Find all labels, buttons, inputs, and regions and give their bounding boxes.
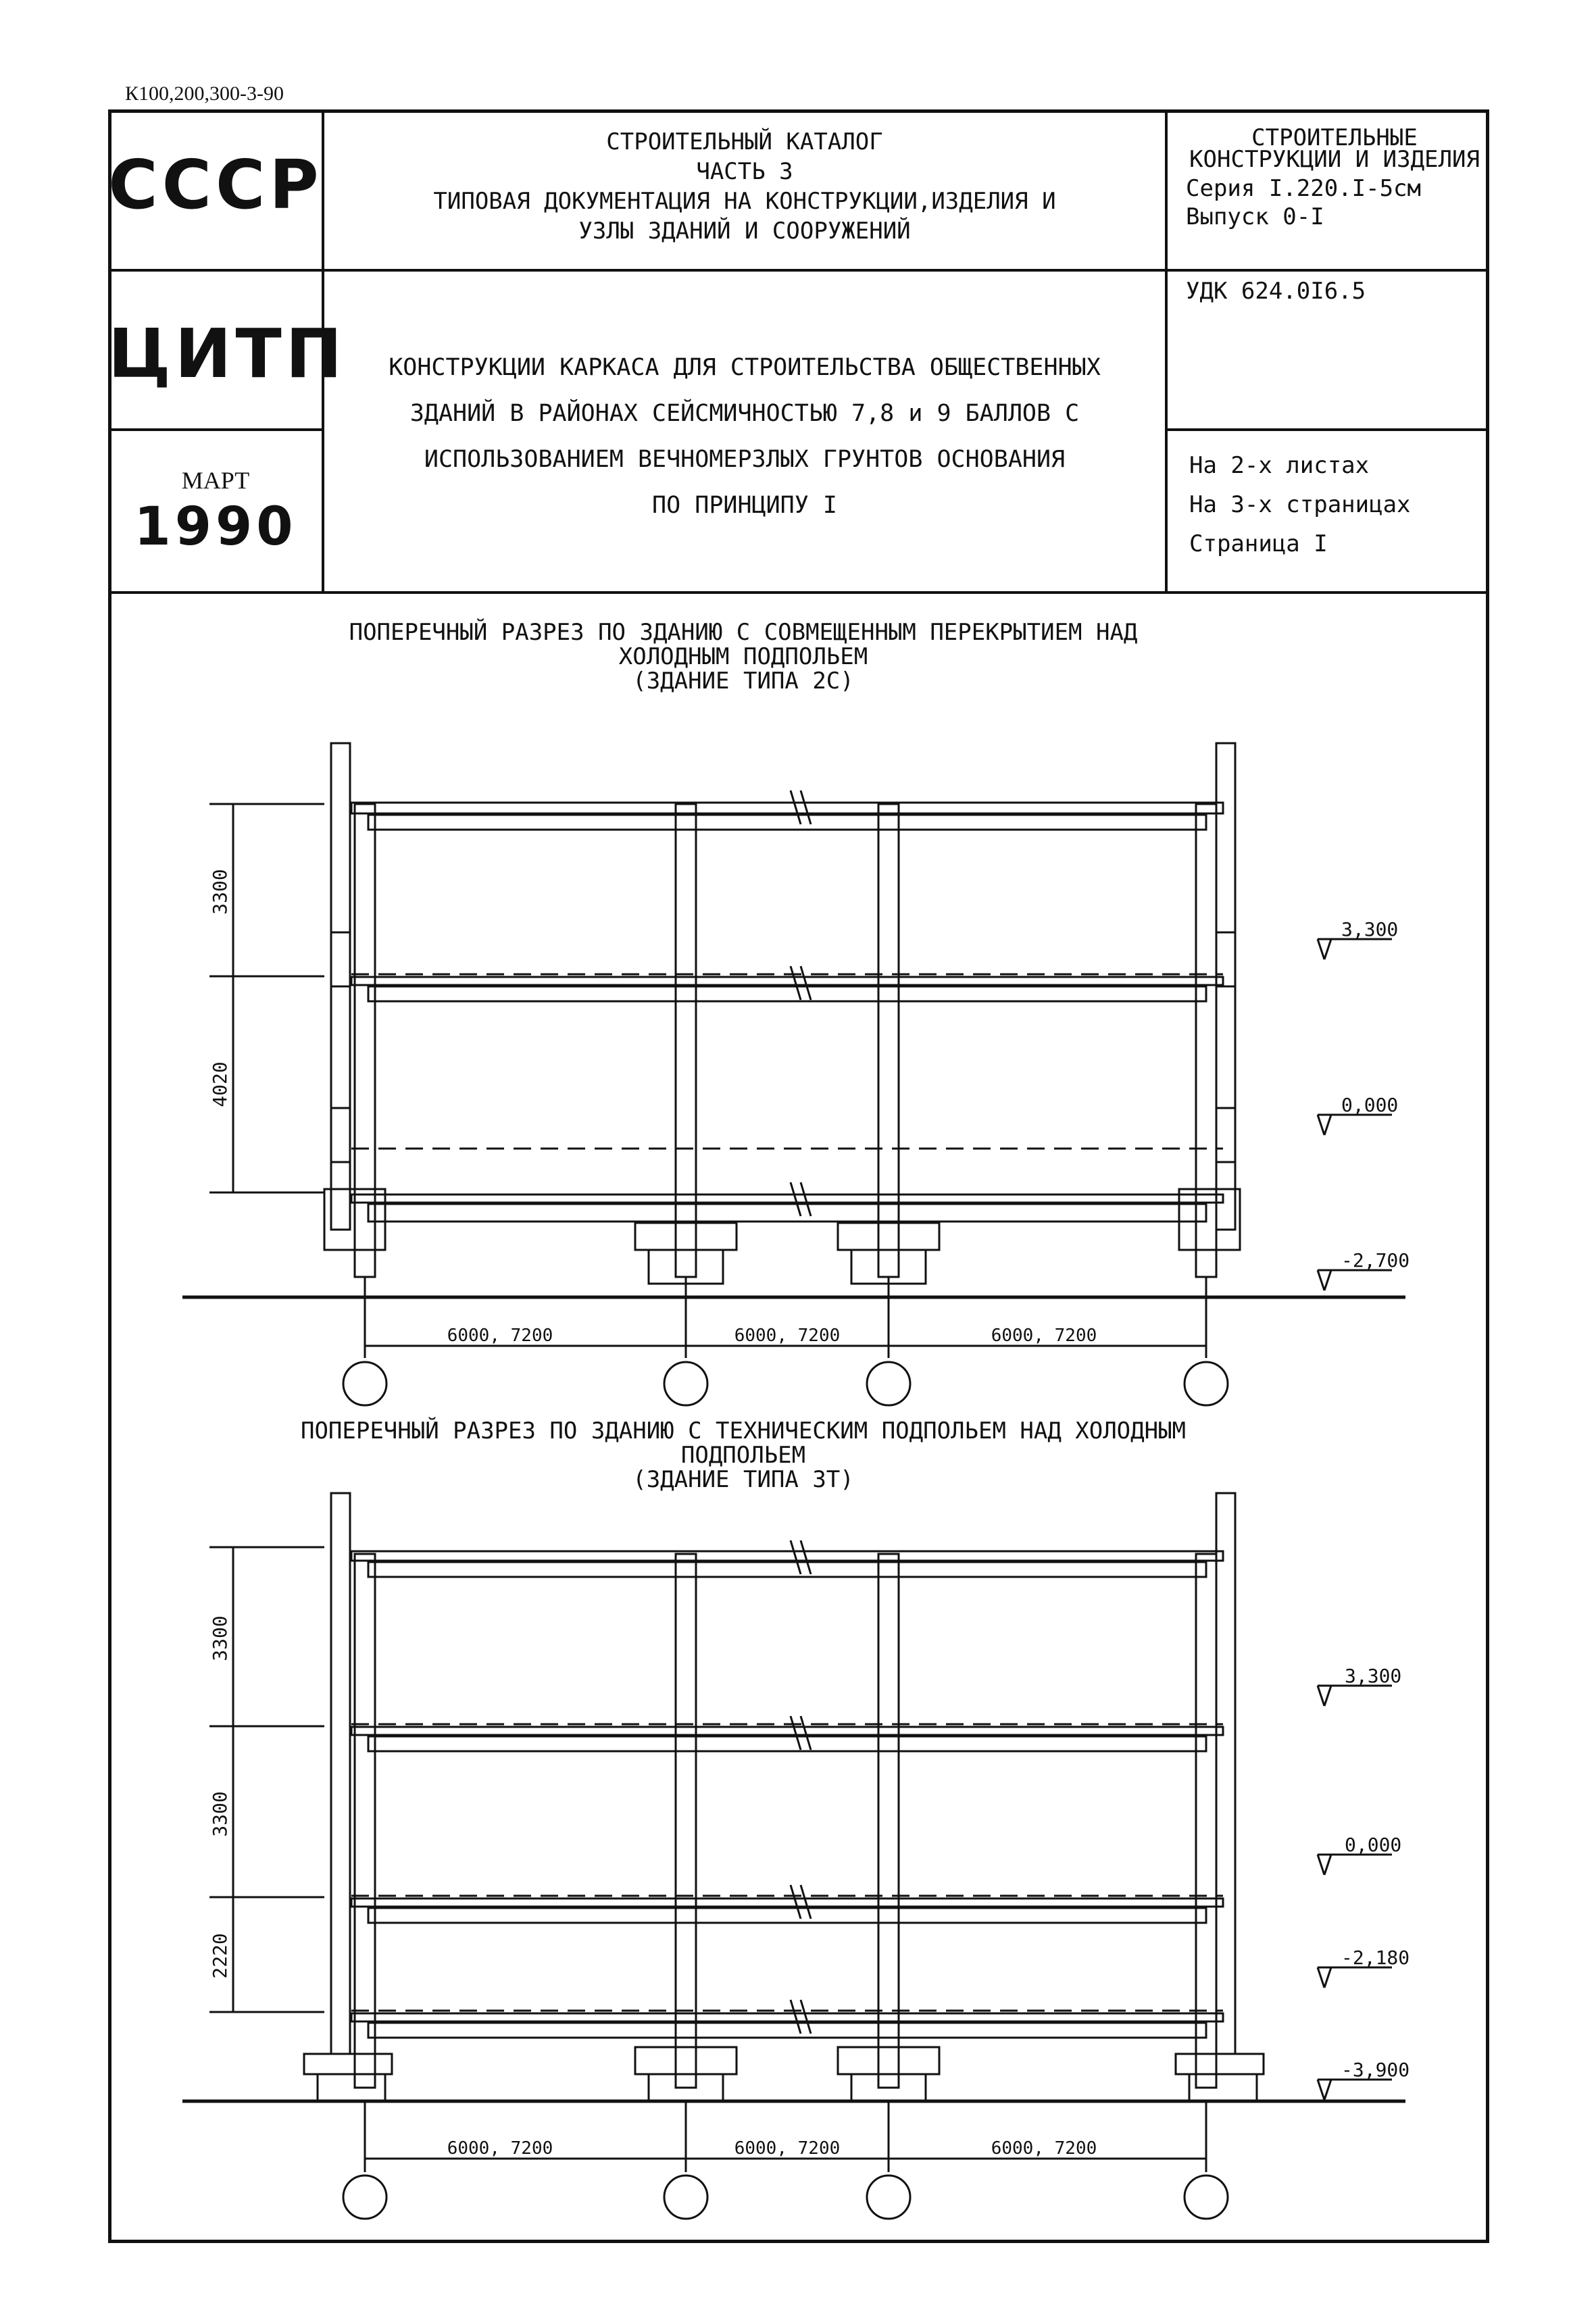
section1-axis-bubble-2: [664, 1362, 707, 1405]
year-label: 1990: [134, 497, 297, 557]
section1-base-slab: [351, 1194, 1223, 1203]
section2-column-4: [1196, 1554, 1216, 2088]
section1-column-3: [878, 804, 899, 1277]
section2-base-beam: [368, 2023, 1206, 2038]
title-line-2: ЗДАНИЙ В РАЙОНАХ СЕЙСМИЧНОСТЬЮ 7,8 и 9 БАЛЛОВ С: [409, 400, 1080, 427]
pages-count: На 3-х страницах: [1189, 491, 1411, 518]
section1-span-1: 6000, 7200: [447, 1326, 553, 1346]
section2-span-2: 6000, 7200: [734, 2138, 841, 2159]
catalog-line-2: ЧАСТЬ 3: [696, 158, 793, 185]
title-line-4: ПО ПРИНЦИПУ I: [652, 492, 837, 519]
section1-drawing: [182, 743, 1405, 1405]
section2-roof-slab: [351, 1551, 1223, 1561]
section1-level-3: -2,700: [1341, 1249, 1410, 1272]
section2-height-2: 3300: [209, 1791, 231, 1837]
ussr-label: СССР: [108, 145, 323, 224]
title-line-3: ИСПОЛЬЗОВАНИЕМ ВЕЧНОМЕРЗЛЫХ ГРУНТОВ ОСНОВАНИЯ: [424, 446, 1066, 473]
section1-span-3: 6000, 7200: [991, 1326, 1097, 1346]
section1-axis-bubble-4: [1184, 1362, 1228, 1405]
section2-title-line-1: ПОПЕРЕЧНЫЙ РАЗРЕЗ ПО ЗДАНИЮ С ТЕХНИЧЕСКИМ ПОДПОЛЬЕМ НАД ХОЛОДНЫМ: [300, 1417, 1187, 1444]
section2-level-1: 3,300: [1345, 1665, 1402, 1687]
issue-label: Выпуск 0-I: [1186, 203, 1324, 230]
category-line-2: КОНСТРУКЦИИ И ИЗДЕЛИЯ: [1189, 146, 1480, 173]
section2-base-slab: [351, 2013, 1223, 2021]
section2-column-1: [355, 1554, 375, 2088]
section2-roof-beam: [368, 1562, 1206, 1577]
section1-foundation-3: [838, 1223, 939, 1250]
document-code: К100,200,300-3-90: [125, 82, 284, 105]
series-label: Серия I.220.I-5см: [1186, 175, 1421, 202]
section2-right-wall: [1216, 1493, 1235, 2054]
section1-span-2: 6000, 7200: [734, 1326, 841, 1346]
title-line-1: КОНСТРУКЦИИ КАРКАСА ДЛЯ СТРОИТЕЛЬСТВА ОБЩЕСТВЕННЫХ: [389, 354, 1101, 381]
citp-label: ЦИТП: [108, 314, 347, 393]
month-label: МАРТ: [181, 467, 250, 494]
section1-title-line-2: ХОЛОДНЫМ ПОДПОЛЬЕМ: [618, 643, 868, 670]
section1-floor-beam: [368, 986, 1206, 1001]
catalog-line-3: ТИПОВАЯ ДОКУМЕНТАЦИЯ НА КОНСТРУКЦИИ,ИЗДЕЛИЯ И: [433, 188, 1056, 215]
section2-axis-bubble-3: [867, 2175, 910, 2219]
section2-level-3: -2,180: [1341, 1946, 1410, 1969]
section2-span-1: 6000, 7200: [447, 2138, 553, 2159]
page-number: Страница I: [1189, 530, 1328, 557]
catalog-line-4: УЗЛЫ ЗДАНИЙ И СООРУЖЕНИЙ: [578, 218, 911, 245]
catalog-line-1: СТРОИТЕЛЬНЫЙ КАТАЛОГ: [606, 128, 883, 155]
section2-foundation-1: [304, 2054, 392, 2074]
section2-left-wall: [331, 1493, 350, 2054]
section2-span-3: 6000, 7200: [991, 2138, 1097, 2159]
section1-height-2: 4020: [209, 1061, 231, 1107]
section2-height-1: 3300: [209, 1615, 231, 1661]
section2-title-line-3: (ЗДАНИЕ ТИПА 3Т): [632, 1466, 854, 1493]
section2-foundation-3: [838, 2047, 939, 2074]
section2-floor-slab-1: [351, 1727, 1223, 1735]
section1-level-1: 3,300: [1341, 918, 1399, 940]
section2-axis-bubble-4: [1184, 2175, 1228, 2219]
section1-base-beam: [368, 1204, 1206, 1222]
section2-level-4: -3,900: [1341, 2059, 1410, 2081]
section2-height-3: 2220: [209, 1933, 231, 1979]
section1-roof-beam: [368, 815, 1206, 830]
section1-title-line-1: ПОПЕРЕЧНЫЙ РАЗРЕЗ ПО ЗДАНИЮ С СОВМЕЩЕННЫМ ПЕРЕКРЫТИЕМ НАД: [349, 619, 1138, 646]
section2-floor-beam-2: [368, 1908, 1206, 1923]
section1-floor-slab: [351, 977, 1223, 985]
section1-level-2: 0,000: [1341, 1094, 1399, 1116]
section2-axis-bubble-2: [664, 2175, 707, 2219]
section1-foundation-2: [635, 1223, 737, 1250]
section2-floor-beam-1: [368, 1736, 1206, 1751]
category-line-1: СТРОИТЕЛЬНЫЕ: [1251, 124, 1418, 151]
section1-column-1: [355, 804, 375, 1277]
section1-roof-slab: [351, 803, 1223, 813]
sheets-count: На 2-х листах: [1189, 452, 1370, 479]
section2-floor-slab-2: [351, 1898, 1223, 1907]
section2-column-3: [878, 1554, 899, 2088]
section1-title-line-3: (ЗДАНИЕ ТИПА 2С): [632, 668, 854, 695]
section2-level-2: 0,000: [1345, 1834, 1402, 1856]
section2-column-2: [676, 1554, 696, 2088]
section2-drawing: [182, 1493, 1405, 2219]
section1-axis-bubble-3: [867, 1362, 910, 1405]
section1-column-2: [676, 804, 696, 1277]
section2-foundation-2: [635, 2047, 737, 2074]
section2-title-line-2: ПОДПОЛЬЕМ: [680, 1442, 806, 1469]
section2-axis-bubble-1: [343, 2175, 386, 2219]
section2-foundation-4: [1176, 2054, 1264, 2074]
section1-height-1: 3300: [209, 869, 231, 915]
udk-label: УДК 624.0I6.5: [1186, 278, 1366, 305]
section1-foundation-4: [1179, 1189, 1240, 1250]
section1-axis-bubble-1: [343, 1362, 386, 1405]
